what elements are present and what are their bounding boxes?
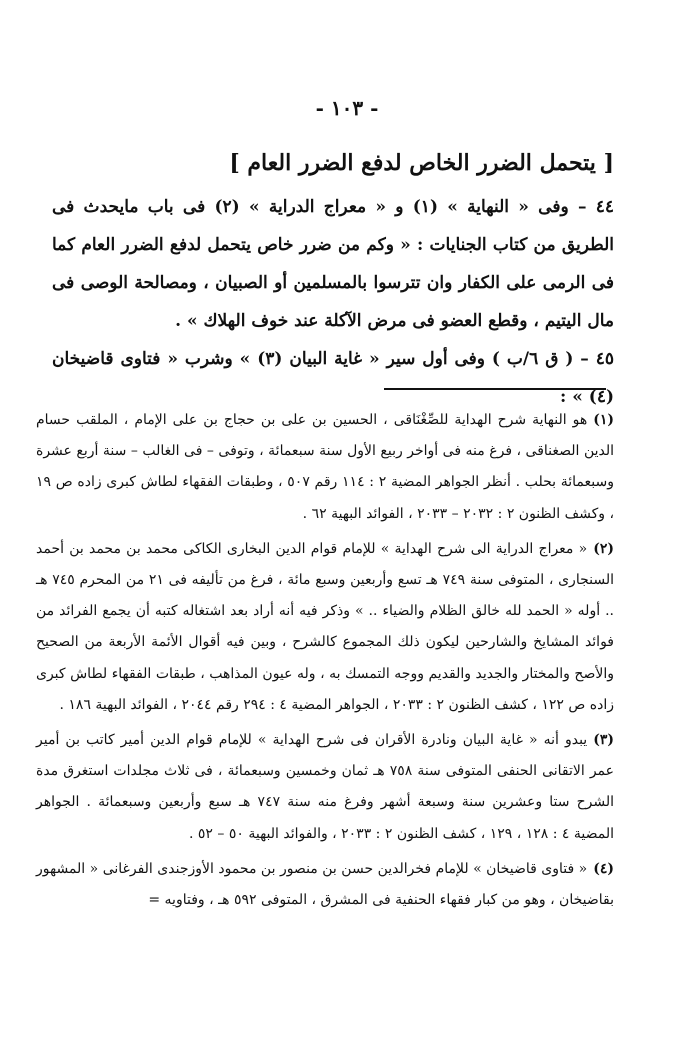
main-text <box>52 188 614 416</box>
page-number: - ١٠٣ - <box>315 96 379 120</box>
footnotes <box>36 405 614 920</box>
footnote-text: « فتاوى قاضيخان » للإمام فخرالدين حسن بن منصور بن محمود الأوزجندى الفرغانى « المشهور بقاضيخان ، وهو من كبار فقهاء الحنفية فى المشرق ، المتوفى ٥٩٢ هـ ، وفتاويه = <box>36 860 614 909</box>
paragraph-45: ٤٥ – ( ق ٦/ب ) وفى أول سير « غاية البيان (٣) » وشرب « فتاوى قاضيخان (٤) » : <box>52 349 615 407</box>
footnote-1 <box>36 405 614 530</box>
footnote-number: (١) <box>593 412 614 428</box>
footnote-3 <box>36 725 614 850</box>
footnote-number: (٣) <box>593 732 614 749</box>
footnote-2 <box>36 534 614 721</box>
footnote-4 <box>36 854 614 916</box>
footnote-number: (٤) <box>593 860 614 877</box>
paragraph-44: ٤٤ – وفى « النهاية » (١) و « معراج الدراية » (٢) فى باب مايحدث فى الطريق من كتاب الجنايات : « وكم من ضرر خاص يتحمل لدفع الضرر العام كما فى الرمى على الكفار وان تترسوا بالمسلمين أو الصبيان ، ومصالحة الوصى فى مال اليتيم ، وقطع العضو فى مرض الآكلة عند خوف الهلاك » . <box>52 197 614 331</box>
footnote-text: يبدو أنه « غاية البيان ونادرة الأقران فى شرح الهداية » للإمام قوام الدين أمير كاتب بن أمير عمر الاتقانى الحنفى المتوفى سنة ٧٥٨ هـ ثمان وخمسين وسبعمائة ، فى ثلاث مجلدات استغرق مدة الشرح ستا وعشرين سنة وسبعة أشهر وفرغ منه سنة ٧٤٧ هـ سبع وأربعين وسبعمائة . الجواهر المضية ٤ : ١٢٨ ، ١٢٩ ، كشف الظنون ٢ : ٢٠٣٣ ، والفوائد البهية ٥٠ – ٥٢ . <box>36 732 614 842</box>
footnote-text: هو النهاية شرح الهداية للصِّغْنَاقى ، الحسين بن على بن حجاج بن على الإمام ، الملقب حسام الدين الصغناقى ، فرغ منه فى أواخر ربيع الأول سنة سبعمائة ، وتوفى – فى الغالب – سنة أربع عشرة وسبعمائة بحلب . أنظر الجواهر المضية ٢ : ١١٤ رقم ٥٠٧ ، وطبقات الفقهاء لطاش كبرى زاده ص ١٩ ، وكشف الظنون ٢ : ٢٠٣٢ – ٢٠٣٣ ، الفوائد البهية ٦٢ . <box>36 412 614 522</box>
section-heading: [ يتحمل الضرر الخاص لدفع الضرر العام ] <box>229 150 614 176</box>
footnote-divider <box>384 388 606 390</box>
footnote-number: (٢) <box>593 540 614 557</box>
footnote-text: « معراج الدراية الى شرح الهداية » للإمام قوام الدين البخارى الكاكى محمد بن محمد بن أحمد السنجارى ، المتوفى سنة ٧٤٩ هـ تسع وأربعين وسبع مائة ، فرغ من تأليفه فى ٢١ من المحرم ٧٤٥ هـ .. أوله « الحمد لله خالق الظلام والضياء .. » وذكر فيه أنه أراد بعد اشتغاله كتبه أن يجمع الفرائد من فوائد المشايخ والشارحين ليكون ذلك المجموع كالشرح ، وبين فيه أقوال الأئمة الأربعة من الصحيح والأصح والمختار والجديد والقديم ووجه التمسك به ، وله عيون المذاهب ، طبقات الفقهاء لطاش كبرى زاده ص ١٢٢ ، كشف الظنون ٢ : ٢٠٣٣ ، الجواهر المضية ٤ : ٢٩٤ رقم ٢٠٤٤ ، الفوائد البهية ١٨٦ . <box>36 540 614 713</box>
